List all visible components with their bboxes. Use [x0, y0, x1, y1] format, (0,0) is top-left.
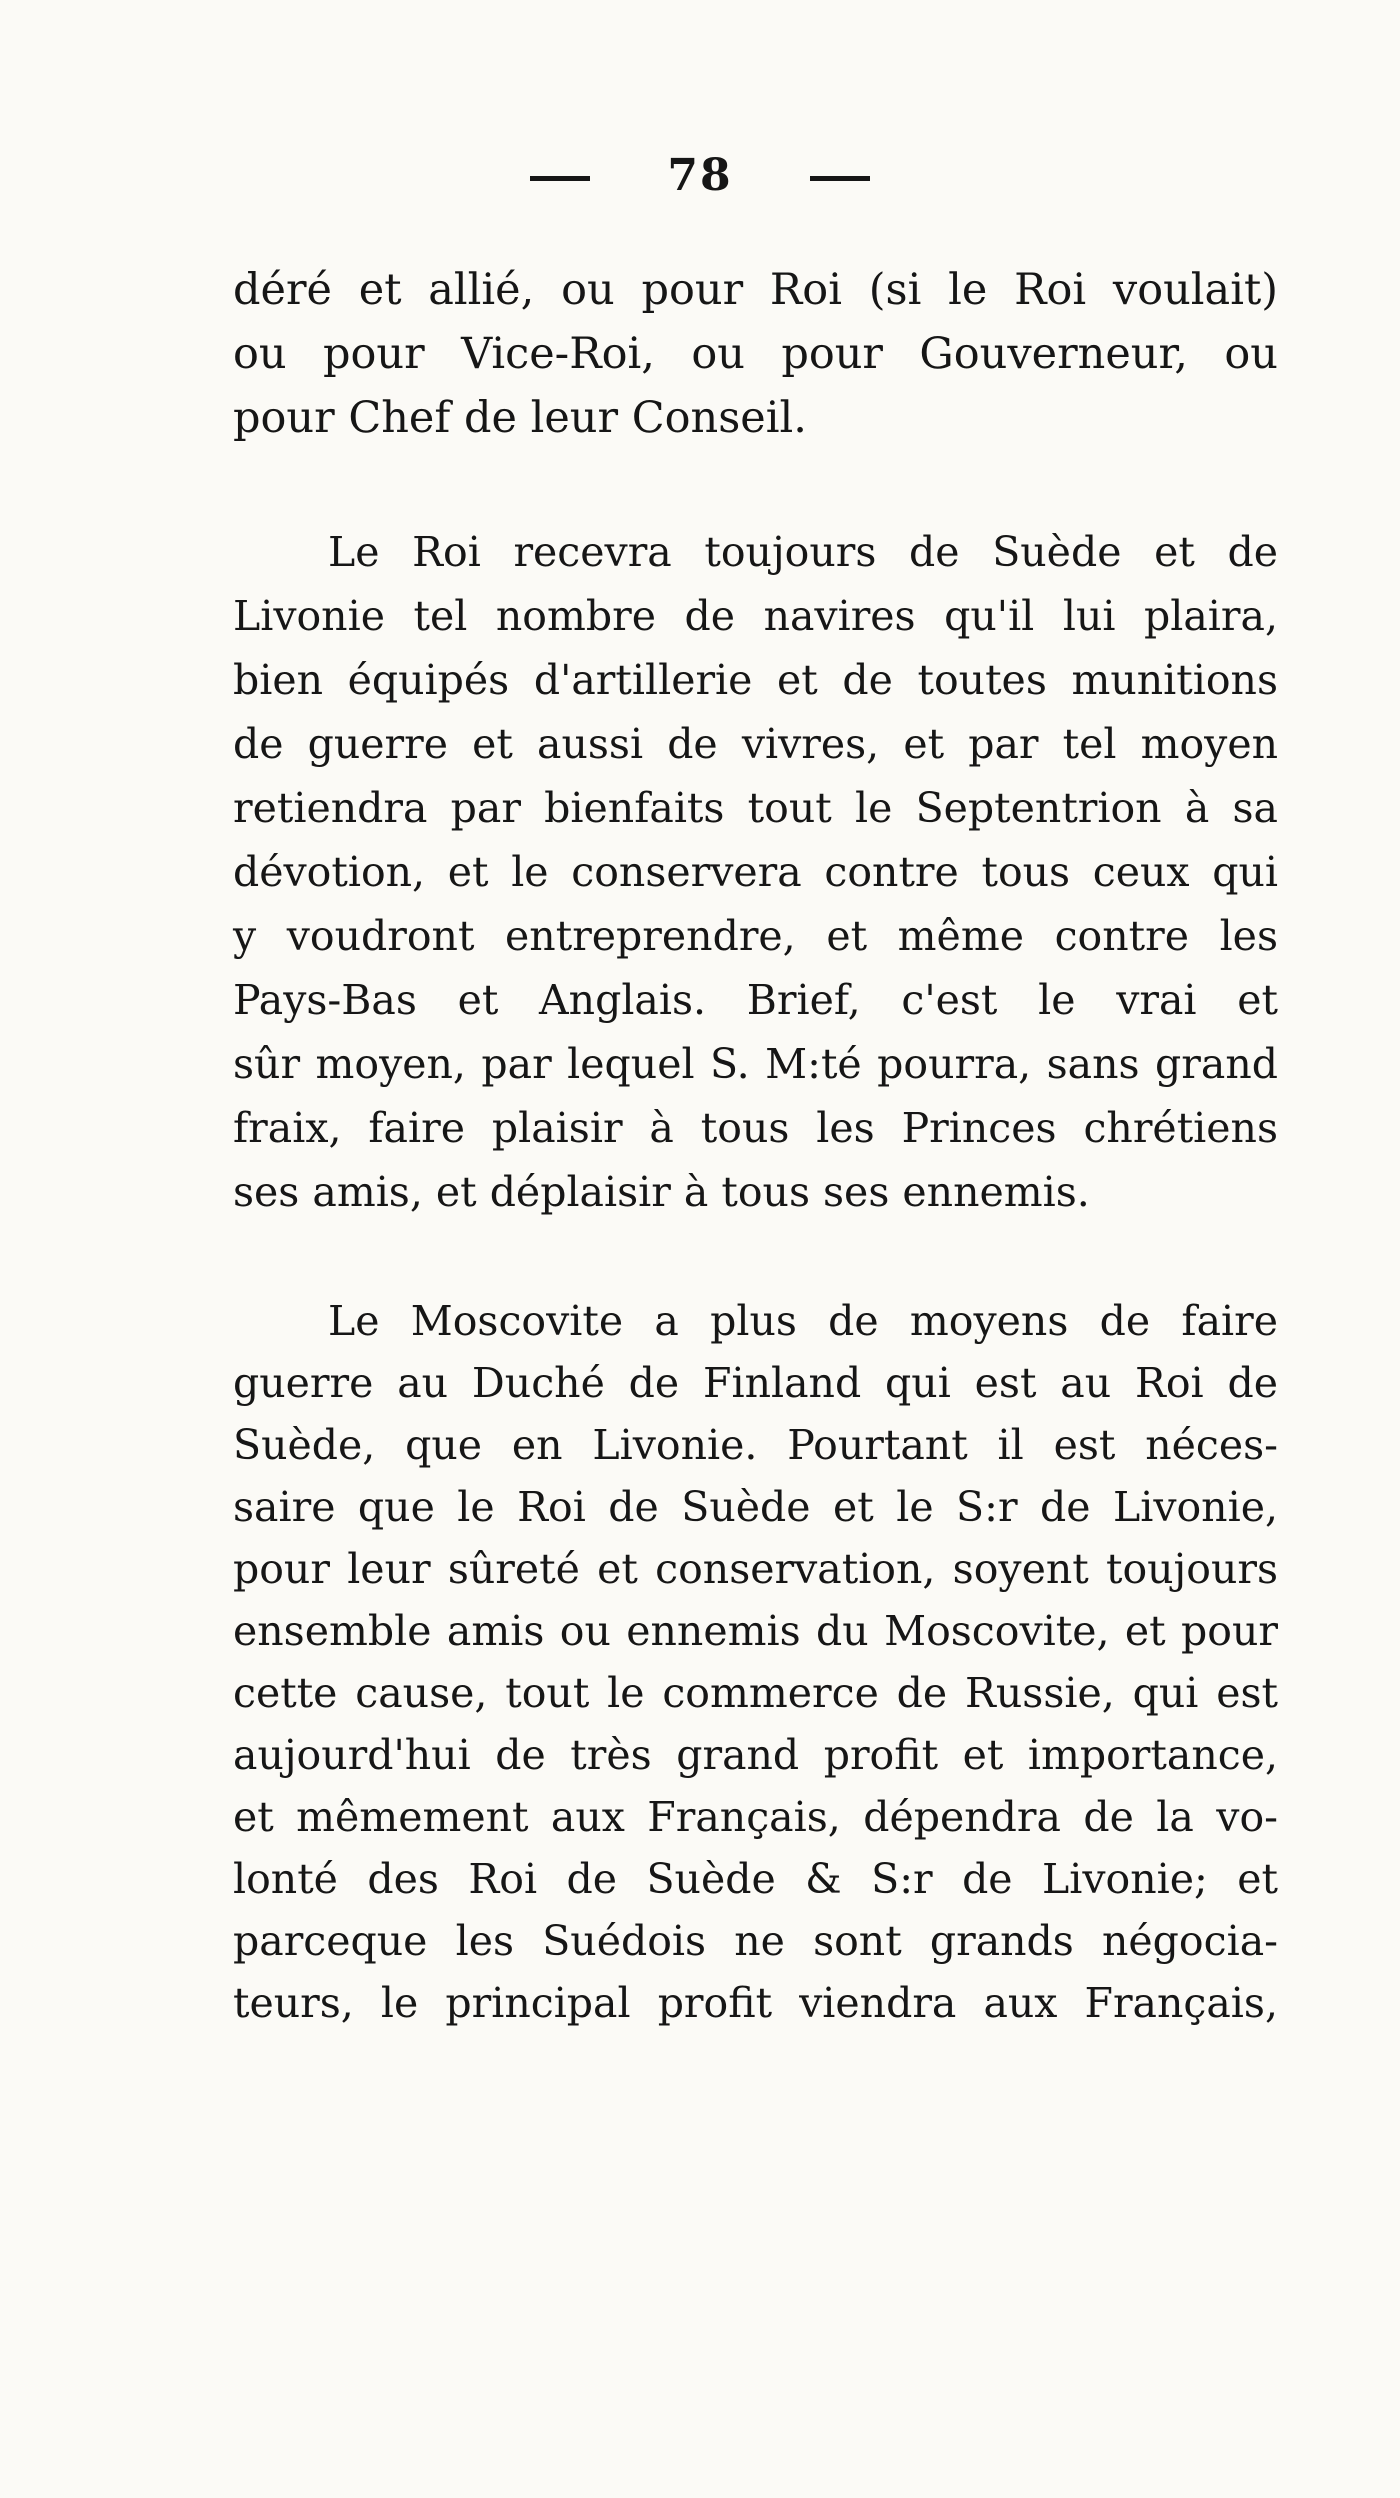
page-header [0, 150, 1400, 201]
text-line: ses amis, et déplaisir à tous ses ennemis. [233, 1168, 1090, 1216]
text-line: cette cause, tout le commerce de Russie, qui est [233, 1669, 1278, 1717]
text-line: lonté des Roi de Suède & S:r de Livonie; et [233, 1855, 1278, 1903]
text-line: de guerre et aussi de vivres, et par tel moyen [233, 720, 1278, 768]
text-line: pour leur sûreté et conservation, soyent toujours [233, 1545, 1278, 1593]
header-dash-right [810, 176, 870, 181]
text-line: y voudront entreprendre, et même contre les [233, 912, 1278, 960]
text-line: Pays-Bas et Anglais. Brief, c'est le vrai et [233, 976, 1278, 1024]
text-line: saire que le Roi de Suède et le S:r de Livonie, [233, 1483, 1278, 1531]
text-line: ensemble amis ou ennemis du Moscovite, et pour [233, 1607, 1278, 1655]
text-line: retiendra par bienfaits tout le Septentrion à sa [233, 784, 1278, 832]
text-line: Le Roi recevra toujours de Suède et de [328, 528, 1278, 576]
text-line: Livonie tel nombre de navires qu'il lui plaira, [233, 592, 1278, 640]
text-line: déré et allié, ou pour Roi (si le Roi voulait) [233, 265, 1278, 315]
text-line: bien équipés d'artillerie et de toutes munitions [233, 656, 1278, 704]
page-number: 78 [667, 150, 733, 201]
text-line: sûr moyen, par lequel S. M:té pourra, sans grand [233, 1040, 1278, 1088]
paragraph-1 [233, 258, 1278, 450]
text-line: pour Chef de leur Conseil. [233, 393, 807, 443]
header-dash-left [530, 176, 590, 181]
text-line: fraix, faire plaisir à tous les Princes chrétiens [233, 1104, 1278, 1152]
text-line: ou pour Vice-Roi, ou pour Gouverneur, ou [233, 329, 1278, 379]
text-line: teurs, le principal profit viendra aux Français, [233, 1979, 1278, 2027]
text-line: guerre au Duché de Finland qui est au Roi de [233, 1359, 1278, 1407]
paragraph-2 [233, 520, 1278, 1224]
text-line: dévotion, et le conservera contre tous ceux qui [233, 848, 1278, 896]
paragraph-3 [233, 1290, 1278, 2034]
text-line: et mêmement aux Français, dépendra de la vo- [233, 1793, 1278, 1841]
text-line: aujourd'hui de très grand profit et importance, [233, 1731, 1278, 1779]
text-line: parceque les Suédois ne sont grands négocia- [233, 1917, 1278, 1965]
text-line: Suède, que en Livonie. Pourtant il est néces- [233, 1421, 1278, 1469]
text-line: Le Moscovite a plus de moyens de faire [328, 1297, 1278, 1345]
